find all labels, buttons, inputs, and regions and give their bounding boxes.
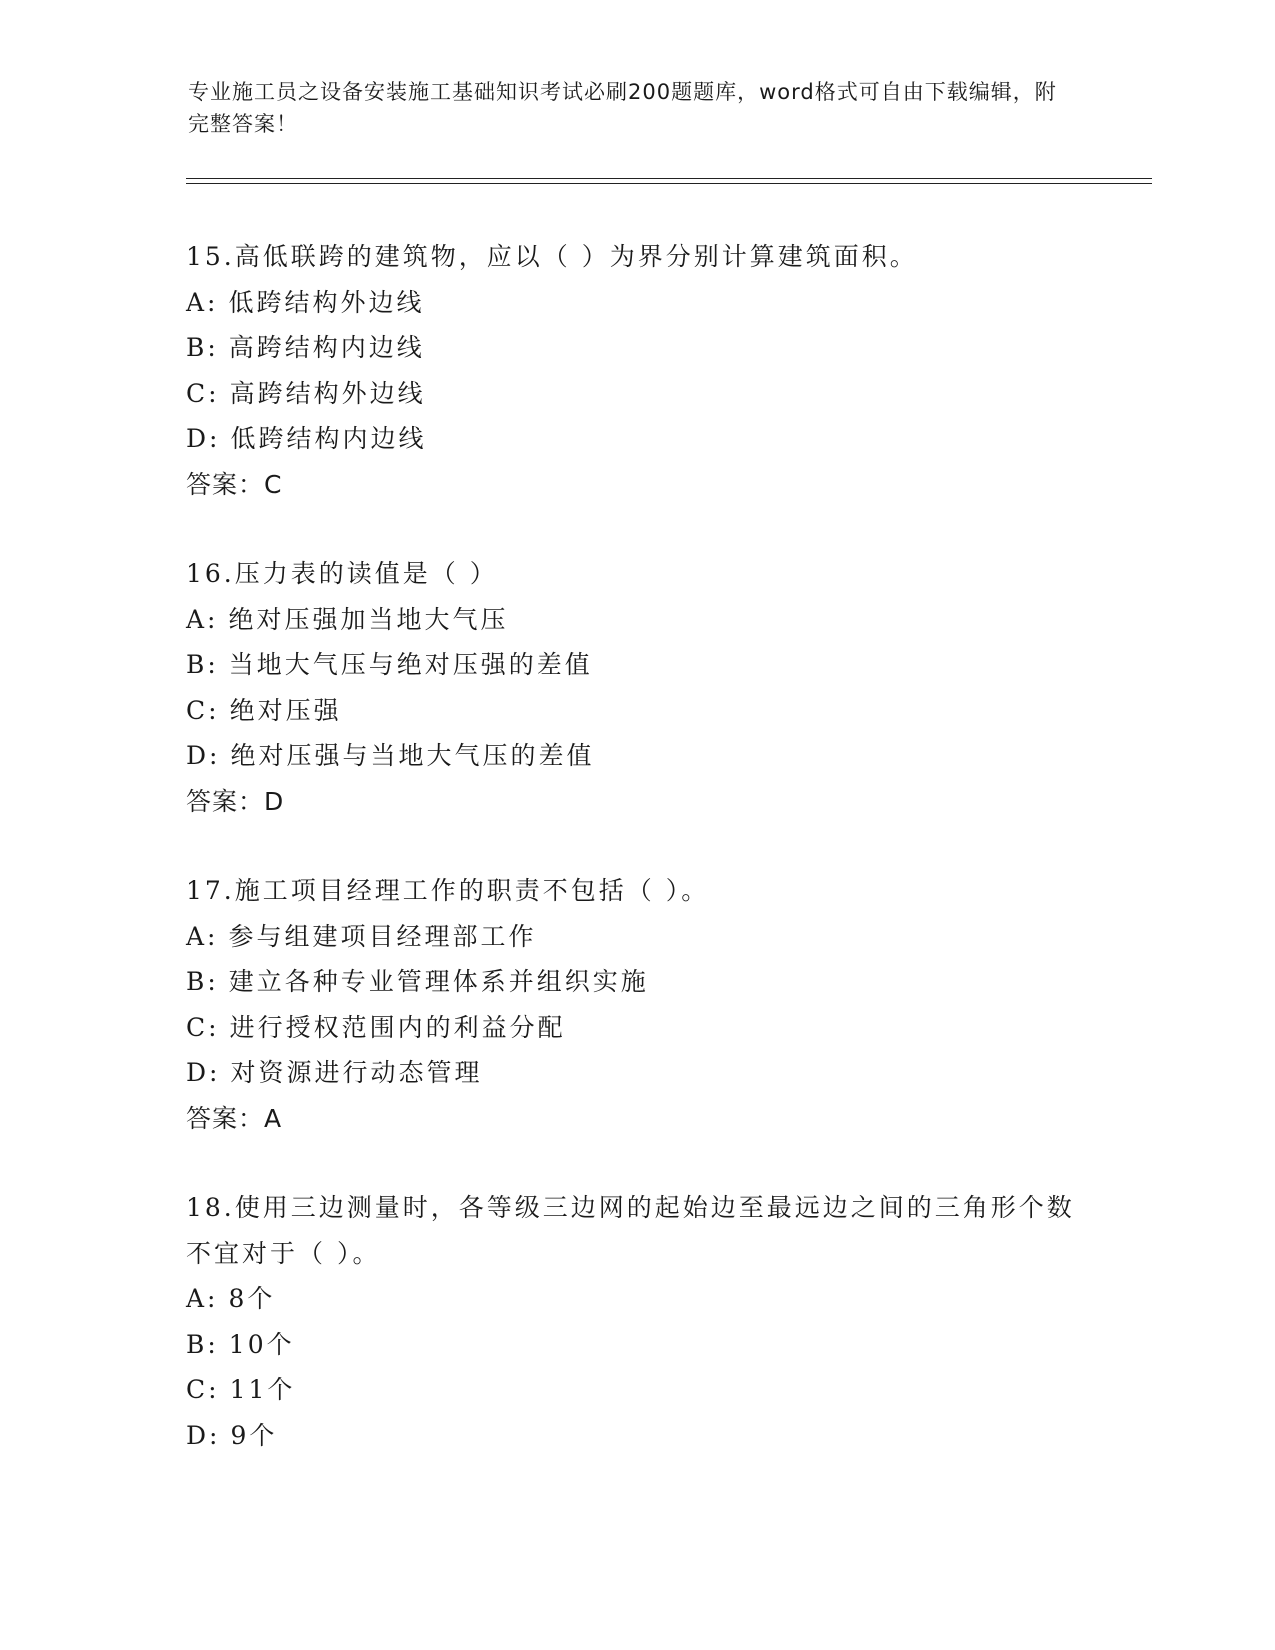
option-letter: C: [186,1375,220,1404]
option-b [186,959,1086,1005]
answer-line: 答案：D [186,786,285,816]
option-text: 对资源进行动态管理 [230,1058,483,1087]
option-b [186,325,1086,371]
option-d [186,733,1086,779]
option-letter: D: [186,424,221,453]
question-18 [186,1185,1086,1458]
option-letter: B: [186,333,219,362]
option-d [186,1413,1086,1459]
question-stem: 17.施工项目经理工作的职责不包括（ ）。 [186,876,710,905]
option-c [186,1367,1086,1413]
option-letter: C: [186,378,220,408]
option-a [186,597,1086,643]
option-c [186,1005,1086,1051]
option-b [186,642,1086,688]
question-17 [186,868,1086,1141]
question-stem: 16.压力表的读值是（ ） [186,559,498,588]
option-letter: B: [186,650,219,679]
option-letter: B: [186,967,219,996]
option-d [186,416,1086,462]
option-letter: D: [186,1058,221,1087]
option-text: 高跨结构内边线 [228,333,425,362]
option-text: 高跨结构外边线 [229,378,426,408]
question-stem: 15.高低联跨的建筑物，应以（ ）为界分别计算建筑面积。 [186,242,918,271]
option-letter: C: [186,1012,220,1042]
option-a [186,914,1086,960]
header-divider-bottom [186,183,1152,184]
option-text: 绝对压强加当地大气压 [228,604,509,634]
question-list [186,234,1086,1502]
option-letter: B: [186,1329,219,1359]
question-15 [186,234,1086,507]
option-text: 低跨结构内边线 [230,424,427,453]
option-letter: D: [186,741,221,770]
option-letter: A: [186,921,219,951]
option-text: 当地大气压与绝对压强的差值 [228,650,593,679]
option-text: 9个 [230,1420,278,1450]
option-text: 绝对压强与当地大气压的差值 [230,741,595,770]
option-text: 建立各种专业管理体系并组织实施 [228,967,649,996]
option-text: 10个 [228,1329,295,1359]
option-b [186,1322,1086,1368]
option-a [186,1276,1086,1322]
option-text: 8个 [228,1284,276,1313]
option-letter: A: [186,1284,219,1313]
option-text: 11个 [229,1375,296,1404]
option-text: 低跨结构外边线 [228,287,425,317]
option-text: 绝对压强 [229,695,342,725]
option-c [186,371,1086,417]
option-letter: D: [186,1420,221,1450]
header-divider-top [186,178,1152,179]
question-16 [186,551,1086,824]
option-letter: A: [186,287,219,317]
option-text: 参与组建项目经理部工作 [228,921,537,951]
answer-line: 答案：A [186,1103,283,1133]
option-c [186,688,1086,734]
question-stem: 18.使用三边测量时，各等级三边网的起始边至最远边之间的三角形个数不宜对于（ ）。 [186,1193,1075,1268]
option-text: 进行授权范围内的利益分配 [229,1012,566,1042]
option-letter: A: [186,604,219,634]
option-d [186,1050,1086,1096]
answer-line: 答案：C [186,469,283,499]
document-header: 专业施工员之设备安装施工基础知识考试必刷200题题库，word格式可自由下载编辑，附完整答案！ [188,80,1057,136]
option-letter: C: [186,695,220,725]
option-a [186,280,1086,326]
